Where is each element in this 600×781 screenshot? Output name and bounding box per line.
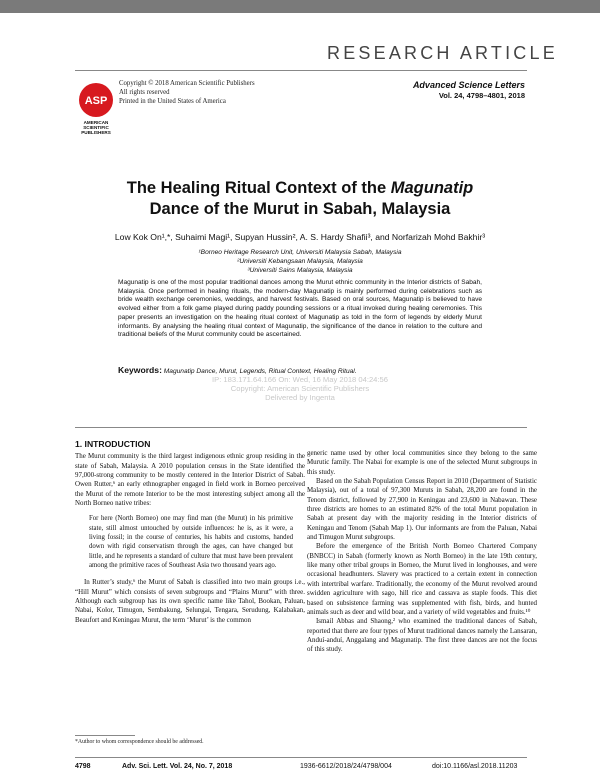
affiliation-3: ³Universiti Sains Malaysia, Malaysia [247, 267, 353, 274]
footer-journal-issue: Adv. Sci. Lett. Vol. 24, No. 7, 2018 [122, 763, 233, 770]
section-rule [75, 427, 527, 428]
rights-line: All rights reserved [119, 88, 170, 96]
paragraph-1: The Murut community is the third largest indigenous ethnic group residing in the state of Sabah, Malaysia. A 2010 population census in the State identified the 97,000-strong community to be mostly centered in the Interior District of Sabah. Owen Rutter,⁶ an early ethnographer engaged in field work in Borneo perceived the Murut of the remote Interior to be the most interesting subject among all the North Borneo native tribes: [75, 452, 305, 508]
paragraph-5: Before the emergence of the British North Borneo Chartered Company (BNBCC) in Sabah (formerly known as North Borneo) in the late 19th century, like many other tribal groups in Borneo, the Murut lived in longhouses, and were occasional headhunters. Slavery was practiced to a certain extent in connection with intertribal warfare. Traditionally, the economy of the Murut revolved around swidden agriculture with sago, hill rice and cassava as staple foods. This diet based on subsistence farming was supplemented with fish, birds, and hunted animals such as deer and wild boar, and a variety of wild vegetables and fruits.¹⁰ [307, 542, 537, 616]
article-title [60, 178, 540, 220]
footer-rule [75, 757, 527, 758]
section-label: RESEARCH ARTICLE [327, 43, 558, 63]
footnote-rule [75, 735, 135, 736]
logo-name-1: AMERICAN [83, 120, 109, 125]
journal-info [413, 80, 525, 101]
footer-doi: doi:10.1166/asl.2018.11203 [432, 763, 518, 770]
title-part2: Dance of the Murut in Sabah, Malaysia [149, 200, 451, 218]
affiliations [60, 248, 540, 275]
author-list: Low Kok On¹,*, Suhaimi Magi¹, Supyan Hussin², A. S. Hardy Shafii³, and Norfarizah Mohd Bakhir³ [114, 232, 486, 242]
column-left [75, 440, 305, 625]
page-number: 4798 [75, 763, 91, 770]
watermark-ip: IP: 183.171.64.166 On: Wed, 16 May 2018 04:24:56 [212, 375, 388, 384]
keywords-list: Magunatip Dance, Murut, Legends, Ritual Context, Healing Ritual. [163, 368, 357, 375]
watermark-delivered: Delivered by Ingenta [265, 393, 335, 402]
section-heading: 1. INTRODUCTION [75, 439, 151, 449]
watermark [200, 375, 400, 402]
watermark-copyright: Copyright: American Scientific Publishers [230, 384, 370, 393]
asp-logo-icon [76, 80, 116, 138]
journal-volume: Vol. 24, 4798–4801, 2018 [438, 91, 525, 100]
printed-line: Printed in the United States of America [119, 97, 226, 105]
keywords [118, 365, 488, 375]
header-rule [75, 70, 527, 71]
copyright-block [119, 80, 255, 106]
logo-name-3: PUBLISHERS [81, 130, 111, 135]
keywords-label: Keywords: [118, 365, 162, 375]
top-bar [0, 0, 600, 13]
paragraph-2: In Rutter’s study,⁶ the Murut of Sabah is classified into two main groups i.e., “Hill Murut” which consists of seven subgroups and “Plains Murut” with three. Although each subgroup has its own specific name like Tahol, Bookan, Paluan, Nabai, Kolor, Timugon, Sembakung, Selungai, Tengara, Serudung, Kalabakan, Beaufort and Keningau Murut, the term ‘Murut’ is the common [75, 578, 305, 624]
block-quote: For here (North Borneo) one may find man (the Murut) in his primitive state, still almost untouched by outside influences: he is, as it were, a living fossil; in the course of centuries, his habits and customs, handed down with rigid conservatism through the ages, can have changed but little, and he represents a standard of culture that must have been prevalent among the primitive races of Southeast Asia two thousand years ago. [89, 515, 293, 569]
footnote: *Author to whom correspondence should be addressed. [75, 739, 204, 745]
logo-text: ASP [84, 95, 108, 107]
title-italic: Magunatip [390, 179, 474, 197]
copyright-line: Copyright © 2018 American Scientific Publishers [119, 80, 255, 87]
footer-issn: 1936-6612/2018/24/4798/004 [300, 763, 392, 770]
affiliation-2: ²Universiti Kebangsaan Malaysia, Malaysia [237, 258, 363, 265]
title-part1: The Healing Ritual Context of the [126, 179, 391, 197]
abstract: Magunatip is one of the most popular traditional dances among the Murut ethnic community in the Interior districts of Sabah, Malaysia. Once performed in healing rituals, the modern-day Magunatip is mainly performed during celebrations such as bride wealth exchange ceremonies, weddings, and harvest festivals. Based on oral sources, Magunatip is believed to have evolved either from a folk game played during paddy pounding sessions or a ritual invoked during healing ceremonies. This paper presents an investigation on the healing ritual context of Magunatip as told in the form of legends by elderly Murut informants. By analysing the healing ritual context of Magunatip, the significance of the dance in relation to the culture and traditional beliefs of the Murut community could be ascertained. [118, 279, 482, 339]
affiliation-1: ¹Borneo Heritage Research Unit, Universiti Malaysia Sabah, Malaysia [198, 249, 402, 256]
journal-name: Advanced Science Letters [412, 80, 525, 90]
logo-name-2: SCIENTIFIC [83, 125, 109, 130]
paragraph-4: Based on the Sabah Population Census Report in 2010 (Department of Statistic Malaysia), out of a total of 97,300 Muruts in Sabah, 28,200 are found in the Tenom district, followed by 27,900 in Keningau and 23,600 in Nabawan. These three districts are homes to an estimated 82% of the total Murut population in Sabah at present day with the majority residing in the Interior districts of Keningau and Tenom (Sabah Map 1). Our informants are from the Paluan, Nabai and Timugon Murut subgroups. [307, 477, 537, 542]
paragraph-3: generic name used by other local communities since they belong to the same Murutic family. The Nabai for example is one of the selected Murut subgroups in this study. [307, 449, 537, 476]
paragraph-6: Ismail Abbas and Shaong,² who examined the traditional dances of Sabah, reported that there are four types of Murut traditional dances namely the Lansaran, Anduí-anduí, Anggalang and Magunatip. The first three dances are not the focus of this study. [307, 617, 537, 654]
publisher-logo [76, 80, 116, 138]
column-right [307, 449, 537, 655]
